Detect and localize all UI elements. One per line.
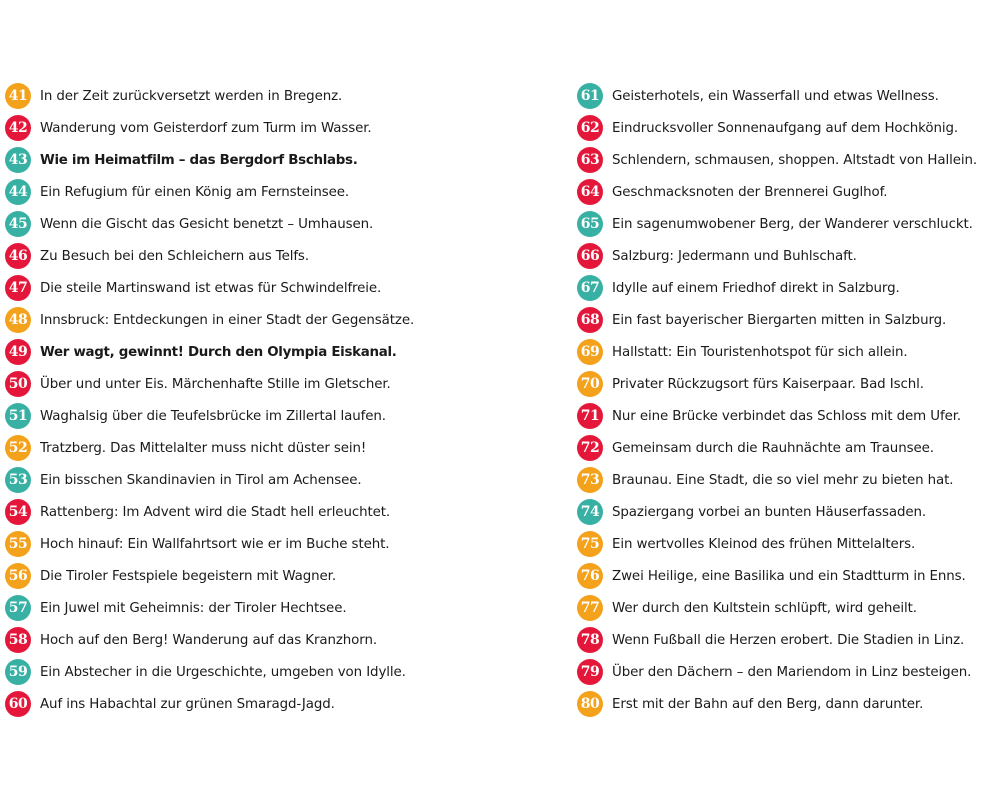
number-badge: 48 [5,307,31,333]
list-item [577,208,1000,240]
number-badge: 44 [5,179,31,205]
list-item [5,176,565,208]
list-item [577,656,1000,688]
entry-title: Wenn Fußball die Herzen erobert. Die Stadien in Linz. [612,632,965,648]
list-item [577,144,1000,176]
entry-title: Idylle auf einem Friedhof direkt in Salzburg. [612,280,900,296]
number-badge: 63 [577,147,603,173]
list-item [577,688,1000,720]
list-item [577,592,1000,624]
entry-title: Braunau. Eine Stadt, die so viel mehr zu bieten hat. [612,472,954,488]
list-item [577,272,1000,304]
entry-title: Wer durch den Kultstein schlüpft, wird geheilt. [612,600,917,616]
entry-title: Die Tiroler Festspiele begeistern mit Wagner. [40,568,337,584]
entry-title: Eindrucksvoller Sonnenaufgang auf dem Hochkönig. [612,120,959,136]
list-item [5,240,565,272]
entry-title: Salzburg: Jedermann und Buhlschaft. [612,248,857,264]
list-item [577,80,1000,112]
entry-title: Über und unter Eis. Märchenhafte Stille im Gletscher. [40,376,391,392]
list-item [577,336,1000,368]
entry-title: Ein fast bayerischer Biergarten mitten in Salzburg. [612,312,947,328]
entry-title: Rattenberg: Im Advent wird die Stadt hell erleuchtet. [40,504,391,520]
entry-title: Hoch hinauf: Ein Wallfahrtsort wie er im Buche steht. [40,536,390,552]
number-badge: 59 [5,659,31,685]
number-badge: 45 [5,211,31,237]
list-item [5,688,565,720]
list-item [5,496,565,528]
number-badge: 47 [5,275,31,301]
list-item [5,272,565,304]
number-badge: 72 [577,435,603,461]
entry-title: Die steile Martinswand ist etwas für Schwindelfreie. [40,280,382,296]
number-badge: 42 [5,115,31,141]
list-item [5,656,565,688]
number-badge: 53 [5,467,31,493]
list-item [577,464,1000,496]
list-item [577,176,1000,208]
list-item [577,240,1000,272]
list-item [5,208,565,240]
entry-title: Hoch auf den Berg! Wanderung auf das Kranzhorn. [40,632,377,648]
number-badge: 66 [577,243,603,269]
number-badge: 60 [5,691,31,717]
number-badge: 78 [577,627,603,653]
number-badge: 61 [577,83,603,109]
number-badge: 43 [5,147,31,173]
number-badge: 80 [577,691,603,717]
list-item [5,80,565,112]
entry-title: Zwei Heilige, eine Basilika und ein Stadtturm in Enns. [612,568,966,584]
list-item [577,112,1000,144]
entry-title: Geschmacksnoten der Brennerei Guglhof. [612,184,888,200]
list-item [5,112,565,144]
entry-title: Über den Dächern – den Mariendom in Linz besteigen. [612,664,972,680]
entry-title: Ein Abstecher in die Urgeschichte, umgeben von Idylle. [40,664,406,680]
number-badge: 57 [5,595,31,621]
list-item [5,400,565,432]
number-badge: 68 [577,307,603,333]
list-item [5,304,565,336]
number-badge: 77 [577,595,603,621]
list-item [577,496,1000,528]
number-badge: 58 [5,627,31,653]
entry-title: Gemeinsam durch die Rauhnächte am Traunsee. [612,440,934,456]
number-badge: 55 [5,531,31,557]
entry-title: Privater Rückzugsort fürs Kaiserpaar. Bad Ischl. [612,376,924,392]
entry-title: Waghalsig über die Teufelsbrücke im Zillertal laufen. [40,408,386,424]
entry-title: Tratzberg. Das Mittelalter muss nicht düster sein! [40,440,367,456]
left-column [5,80,565,720]
list-item [5,336,565,368]
entry-title: Spaziergang vorbei an bunten Häuserfassaden. [612,504,927,520]
entry-title: Auf ins Habachtal zur grünen Smaragd-Jagd. [40,696,335,712]
number-badge: 62 [577,115,603,141]
entry-title: Erst mit der Bahn auf den Berg, dann darunter. [612,696,924,712]
entry-title: Ein bisschen Skandinavien in Tirol am Achensee. [40,472,362,488]
number-badge: 52 [5,435,31,461]
entry-title: Ein Refugium für einen König am Fernsteinsee. [40,184,350,200]
number-badge: 50 [5,371,31,397]
entry-title: Ein wertvolles Kleinod des frühen Mittelalters. [612,536,916,552]
list-item [5,528,565,560]
number-badge: 71 [577,403,603,429]
number-badge: 46 [5,243,31,269]
entry-title: Geisterhotels, ein Wasserfall und etwas Wellness. [612,88,939,104]
number-badge: 51 [5,403,31,429]
entry-title: Wie im Heimatfilm – das Bergdorf Bschlabs. [40,152,358,168]
list-item [5,592,565,624]
entry-title: Hallstatt: Ein Touristenhotspot für sich allein. [612,344,908,360]
number-badge: 76 [577,563,603,589]
number-badge: 65 [577,211,603,237]
number-badge: 79 [577,659,603,685]
entry-title: Innsbruck: Entdeckungen in einer Stadt der Gegensätze. [40,312,415,328]
list-item [5,144,565,176]
number-badge: 49 [5,339,31,365]
list-item [5,368,565,400]
entry-title: Ein sagenumwobener Berg, der Wanderer verschluckt. [612,216,973,232]
number-badge: 54 [5,499,31,525]
list-item [577,400,1000,432]
entry-title: Schlendern, schmausen, shoppen. Altstadt von Hallein. [612,152,978,168]
list-item [5,464,565,496]
list-item [5,560,565,592]
number-badge: 75 [577,531,603,557]
number-badge: 74 [577,499,603,525]
entry-title: Wanderung vom Geisterdorf zum Turm im Wasser. [40,120,372,136]
list-item [577,528,1000,560]
entry-title: In der Zeit zurückversetzt werden in Bregenz. [40,88,343,104]
list-item [5,624,565,656]
number-badge: 69 [577,339,603,365]
entry-title: Ein Juwel mit Geheimnis: der Tiroler Hechtsee. [40,600,347,616]
number-badge: 56 [5,563,31,589]
list-item [577,624,1000,656]
entry-title: Zu Besuch bei den Schleichern aus Telfs. [40,248,309,264]
table-of-contents [0,80,1000,740]
number-badge: 67 [577,275,603,301]
number-badge: 73 [577,467,603,493]
list-item [577,432,1000,464]
list-item [577,368,1000,400]
number-badge: 70 [577,371,603,397]
list-item [577,304,1000,336]
list-item [5,432,565,464]
list-item [577,560,1000,592]
entry-title: Wenn die Gischt das Gesicht benetzt – Umhausen. [40,216,374,232]
number-badge: 41 [5,83,31,109]
right-column [577,80,1000,720]
number-badge: 64 [577,179,603,205]
entry-title: Wer wagt, gewinnt! Durch den Olympia Eiskanal. [40,344,397,360]
entry-title: Nur eine Brücke verbindet das Schloss mit dem Ufer. [612,408,962,424]
